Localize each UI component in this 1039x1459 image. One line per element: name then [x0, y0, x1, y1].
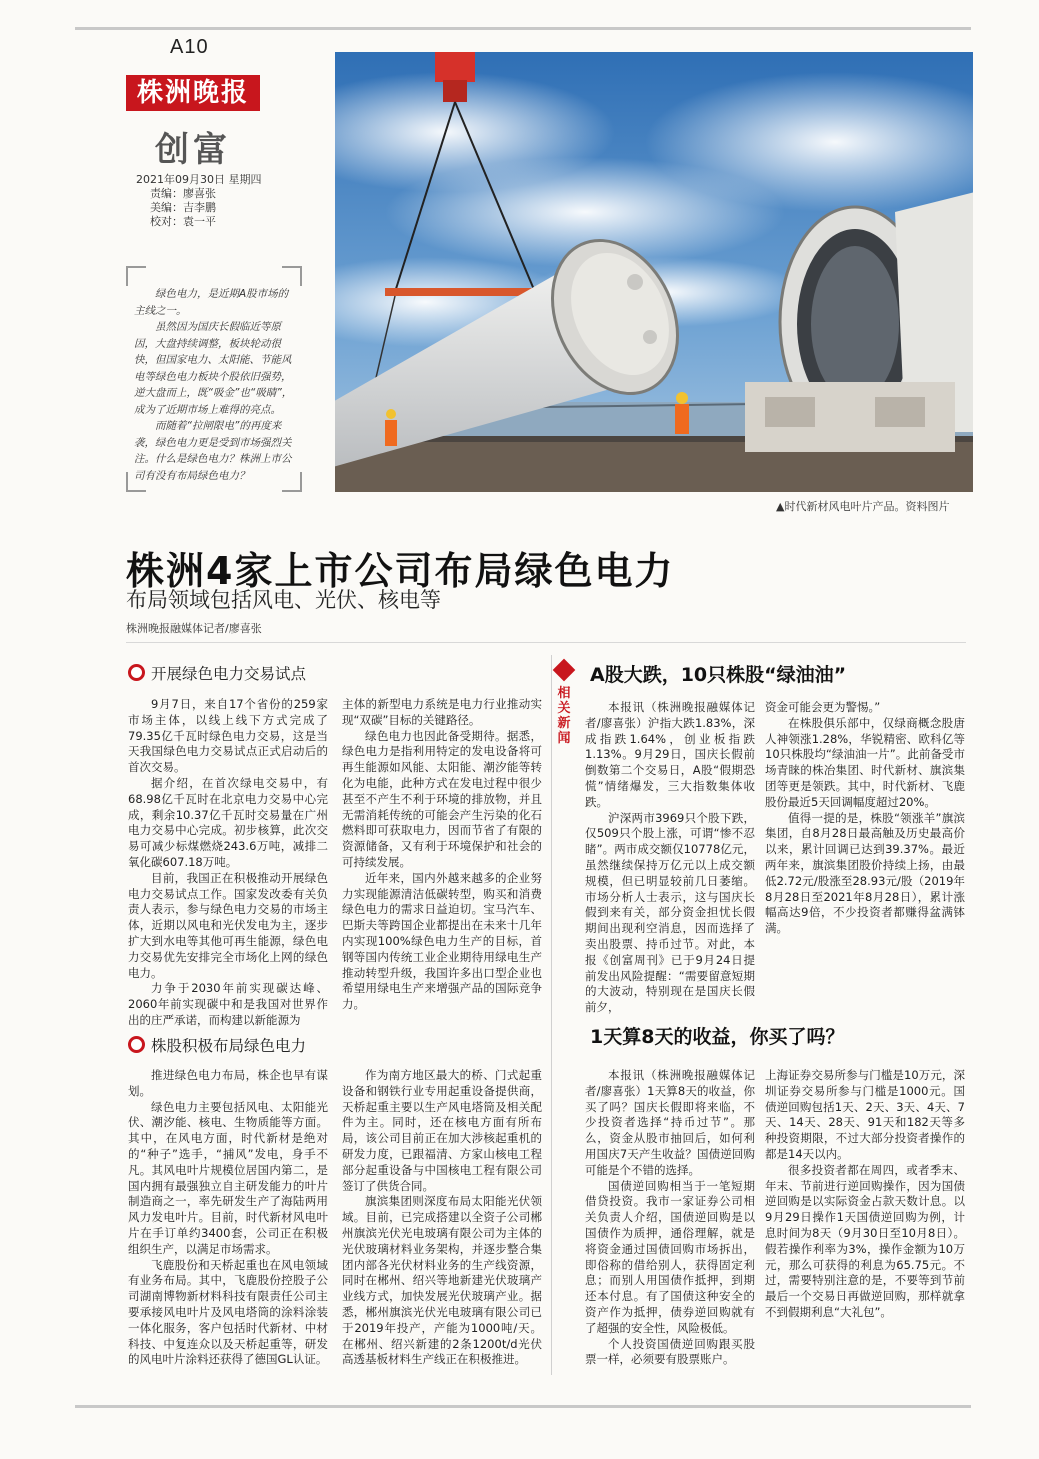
article-headline: 株洲4家上市公司布局绿色电力 [126, 549, 675, 593]
section-bullet-icon [128, 1036, 145, 1053]
paragraph: 作为南方地区最大的桥、门式起重设备和钢铁行业专用起重设备提供商，天桥起重主要以生产风电塔筒及相关配件为主。同时，还在核电方面有所布局，该公司目前正在加大涉核起重机的研发力度，已跟福清、方家山核电工程部分起重设备与中国核电工程有限公司签订了供货合同。 [342, 1068, 542, 1193]
paragraph: 绿色电力也因此备受期待。据悉，绿色电力是指利用特定的发电设备将可再生能源如风能、太阳能、潮汐能等转化为电能，此种方式在发电过程中很少甚至不产生不利于环境的排放物，并且无需消耗传统的可能会产生污染的化石燃料即可获取电力，因而节省了有限的资源储备，又有利于环境保护和社会的可持续发展。 [342, 728, 542, 869]
story2-col2 [765, 1068, 965, 1321]
section-bullet-icon [128, 664, 145, 681]
designer-credit: 美编：吉李鹏 [150, 201, 216, 214]
paragraph: 旗滨集团则深度布局太阳能光伏领域。目前，已完成搭建以全资子公司郴州旗滨光伏光电玻璃有限公司为主体的光伏玻璃材料业务架构，并逐步整合集团内部各光伏材料业务的生产线资源，同时在郴州、绍兴等地新建光伏玻璃产业线方式，加快发展光伏玻璃产业。据悉，郴州旗滨光伏光电玻璃有限公司已于2019年投产，产能为1000吨/天。在郴州、绍兴新建的2条1200t/d光伏高透基板材料生产线正在积极推进。 [342, 1194, 542, 1367]
paragraph: 飞鹿股份和天桥起重也在风电领域有业务布局。其中，飞鹿股份控股子公司湖南博物新材料科技有限责任公司主要承接风电叶片及风电塔筒的涂料涂装一体化服务，客户包括时代新材、中材科技、中复连众以及天桥起重等，研发的风电叶片涂料还获得了德国GL认证。 [128, 1257, 328, 1367]
paragraph: 力争于2030年前实现碳达峰、2060年前实现碳中和是我国对世界作出的庄严承诺，而构建以新能源为 [128, 981, 328, 1027]
intro-paragraph: 虽然因为国庆长假临近等原因，大盘持续调整，板块轮动很快，但国家电力、太阳能、节能风电等绿色电力板块个股依旧强势，逆大盘而上，既“吸金”也“吸睛”，成为了近期市场上难得的亮点。 [134, 321, 293, 416]
section2-title: 株股积极布局绿色电力 [151, 1037, 307, 1055]
corner-mark [126, 266, 146, 286]
paragraph: 个人投资国债逆回购跟买股票一样，必须要有股票账户。 [585, 1336, 755, 1367]
section-title: 创富 [155, 130, 231, 170]
headline-rule [126, 642, 966, 643]
paragraph: 据介绍，在首次绿电交易中，有68.98亿千瓦时在北京电力交易中心完成，剩余10.37亿千瓦时交易量在广州电力交易中心完成。初步核算，此次交易可减少标煤燃烧243.6万吨，减排二氧化碳607.18万吨。 [128, 775, 328, 869]
intro-paragraph: 绿色电力，是近期A股市场的主线之一。 [134, 288, 289, 317]
related-news-tag [553, 658, 575, 746]
newspaper-logo: 株洲晚报 [126, 75, 260, 111]
section2-header [128, 1034, 306, 1056]
corner-mark [282, 266, 302, 286]
related-divider [551, 655, 552, 1375]
article-byline: 株洲晚报融媒体记者/廖喜张 [126, 622, 262, 635]
intro-box [126, 266, 302, 492]
paragraph: 值得一提的是，株股“领涨羊”旗滨集团，自8月28日最高触及历史最高价以来，累计回调已达到39.37%。最近两年来，旗滨集团股价持续上扬，由最低2.72元/股涨至28.93元/股（2019年8月28日至2021年8月28日），累计涨幅高达9倍，不少投资者都赚得盆满钵满。 [765, 810, 965, 936]
paragraph: 很多投资者都在周四，或者季末、年末、节前进行逆回购操作，因为国债逆回购是以实际资金占款天数计息。以9月29日操作1天国债逆回购为例，计息时间为8天（9月30日至10月8日）。假若操作利率为3%，操作金额为10万元，那么可获得的利息为65.75元。不过，需要特别注意的是，不要等到节前最后一个交易日再做逆回购，那样就拿不到假期利息“大礼包”。 [765, 1162, 965, 1319]
intro-paragraph: 而随着“拉闸限电”的再度来袭，绿色电力更是受到市场强烈关注。什么是绿色电力？株洲上市公司有没有布局绿色电力？ [134, 420, 292, 482]
proofreader-credit: 校对：袁一平 [150, 215, 216, 228]
intro-text [134, 286, 294, 484]
paragraph: 资金可能会更为警惕。” [765, 700, 881, 714]
paragraph: 推进绿色电力布局，株企也早有谋划。 [128, 1068, 328, 1098]
section1-col2 [342, 697, 542, 1013]
date-line: 2021年09月30日 星期四 [136, 173, 262, 186]
section1-header [128, 662, 306, 684]
paragraph: 目前，我国正在积极推动开展绿色电力交易试点工作。国家发改委有关负责人表示，参与绿色电力交易的市场主体，近期以风电和光伏发电为主，逐步扩大到水电等其他可再生能源，绿色电力交易优先安排完全市场化上网的绿色电力。 [128, 870, 328, 980]
related-story1-title: A股大跌，10只株股“绿油油” [590, 664, 847, 686]
page-number: A10 [170, 36, 209, 58]
paragraph: 在株股俱乐部中，仅绿商概念股唐人神领涨1.28%，华锐精密、欧科亿等10只株股均“绿油油一片”。此前备受市场青睐的株冶集团、时代新材、旗滨集团等更是领跌。其中，时代新材、飞鹿股份最近5天回调幅度超过20%。 [765, 715, 965, 809]
masthead-meta [136, 173, 262, 229]
story1-col1 [585, 700, 755, 1016]
paragraph: 9月7日，来自17个省份的259家市场主体，以线上线下方式完成了79.35亿千瓦时绿色电力交易，这是当天我国绿色电力交易试点正式启动后的首次交易。 [128, 697, 328, 775]
editor-credit: 责编：廖喜张 [150, 187, 216, 200]
article-subheadline: 布局领域包括风电、光伏、核电等 [126, 588, 441, 612]
paragraph: 国债逆回购相当于一笔短期借贷投资。我市一家证券公司相关负责人介绍，国债逆回购是以国债作为质押，通俗理解，就是将资金通过国债回购市场拆出，即俗称的借给别人，获得固定利息；而别人用国债作抵押，到期还本付息。有了国债这种安全的资产作为抵押，债券逆回购就有了超强的安全性，风险极低。 [585, 1178, 755, 1335]
wind-blade-photo [335, 52, 973, 492]
section1-title: 开展绿色电力交易试点 [151, 665, 307, 683]
related-news-label: 相关新闻 [557, 686, 571, 746]
section2-col2 [342, 1068, 542, 1368]
section2-col1 [128, 1068, 328, 1368]
bottom-rule [75, 1405, 971, 1408]
paragraph: 本报讯（株洲晚报融媒体记者/廖喜张）沪指大跌1.83%，深成指跌1.64%，创业板指跌1.13%。9月29日，国庆长假前倒数第二个交易日，A股“假期恐慌”情绪爆发，三大指数集体收跌。 [585, 700, 755, 809]
story1-col2 [765, 700, 965, 937]
paragraph: 主体的新型电力系统是电力行业推动实现“双碳”目标的关键路径。 [342, 697, 542, 727]
section1-col1 [128, 697, 328, 1029]
related-story2-title: 1天算8天的收益，你买了吗？ [590, 1026, 845, 1048]
paragraph: 本报讯（株洲晚报融媒体记者/廖喜张）1天算8天的收益，你买了吗？国庆长假即将来临，不少投资者选择“持币过节”。那么，资金从股市抽回后，如何利用国庆7天产生收益？国债逆回购可能是个不错的选择。 [585, 1068, 755, 1177]
paragraph: 上海证券交易所参与门槛是10万元，深圳证券交易所参与门槛是1000元。国债逆回购包括1天、2天、3天、4天、7天、14天、28天、91天和182天等多种投资期限，不过大部分投资者操作的都是14天以内。 [765, 1068, 965, 1161]
paragraph: 沪深两市3969只个股下跌，仅509只个股上涨，可谓“惨不忍睹”。两市成交额仅10778亿元，虽然继续保持万亿元以上成交额规模，但已明显较前几日萎缩。市场分析人士表示，这与国庆长假到来有关，部分资金担忧长假期间出现利空消息，因而选择了卖出股票、持币过节。对此，本报《创富周刊》已于9月24日提前发出风险提醒：“需要留意短期的大波动，特别现在是国庆长假前夕， [585, 810, 755, 1015]
paragraph: 绿色电力主要包括风电、太阳能光伏、潮汐能、核电、生物质能等方面。其中，在风电方面，时代新材是绝对的“种子”选手，“捕风”发电，身手不凡。其风电叶片规模位居国内第二，是国内拥有最强独立自主研发能力的叶片制造商之一，率先研发生产了海陆两用风力发电叶片。目前，时代新材风电叶片在手订单约3400套，公司正在积极组织生产，以满足市场需求。 [128, 1099, 328, 1256]
story2-col1 [585, 1068, 755, 1368]
photo-caption: ▲时代新材风电叶片产品。资料图片 [776, 500, 950, 513]
paragraph: 近年来，国内外越来越多的企业努力实现能源清洁低碳转型，购买和消费绿色电力的需求日益迫切。宝马汽车、巴斯夫等跨国企业都提出在未来十几年内实现100%绿色电力生产的目标，首钢等国内传统工业企业期待用绿电生产推动转型升级，我国许多出口型企业也希望用绿电生产来增强产品的国际竞争力。 [342, 870, 542, 1012]
diamond-icon [553, 659, 576, 682]
top-rule [75, 27, 971, 30]
